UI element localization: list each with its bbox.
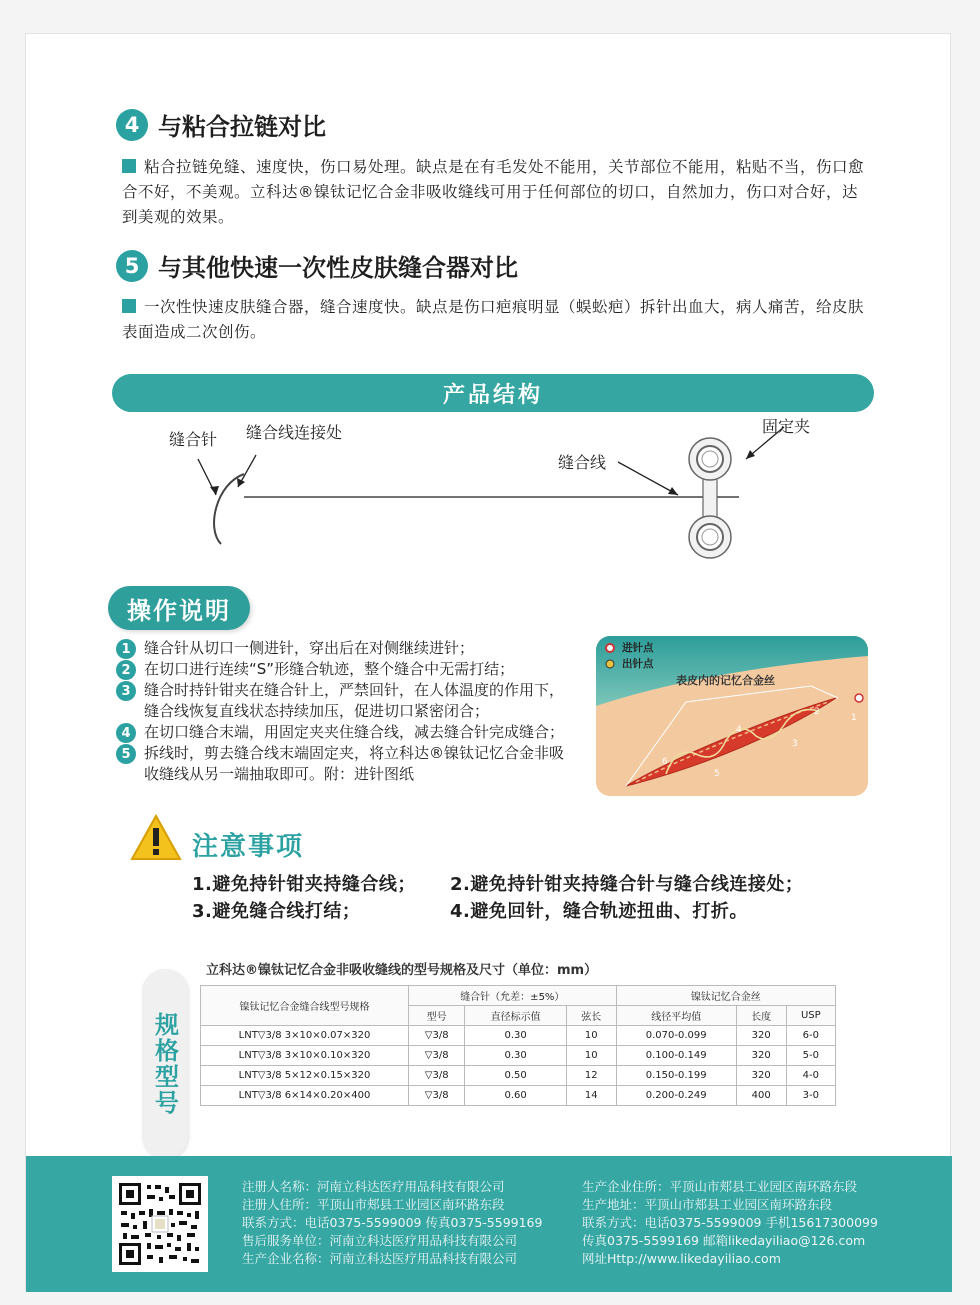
table-row: LNT▽3/8 3×10×0.10×320 ▽3/8 0.30 10 0.100-0.149 320 5-0 [201, 1046, 836, 1066]
footer-left-info: 注册人名称：河南立科达医疗用品科技有限公司 注册人住所：平顶山市郏县工业园区南环路东段 联系方式：电话0375-5599009 传真0375-5599169 售后服务单位：河南立科达医疗用品科技有限公司 生产企业名称：河南立科达医疗用品科技有限公司 [242, 1179, 543, 1266]
thread-arrow [618, 462, 678, 495]
spec-side-label: 规格型号 [150, 1012, 179, 1116]
table-row: LNT▽3/8 3×10×0.07×320 ▽3/8 0.30 10 0.070-0.099 320 6-0 [201, 1026, 836, 1046]
section-5-paragraph [122, 295, 870, 345]
section-4-text: 粘合拉链免缝、速度快，伤口易处理。缺点是在有毛发处不能用，关节部位不能用，粘贴不当，伤口愈合不好，不美观。立科达®镍钛记忆合金非吸收缝线可用于任何部位的切口，自然加力，伤口对合好，达到美观的效果。 [122, 158, 865, 226]
notice-item-1: 1.避免持针钳夹持缝合线； [192, 874, 416, 895]
section-5-title: 与其他快速一次性皮肤缝合器对比 [158, 254, 518, 282]
entry-point-legend-icon [606, 644, 614, 652]
col-header-needle: 缝合针（允差：±5%） [409, 986, 617, 1006]
website-link[interactable]: 网址Http://www.likedayiliao.com [582, 1251, 781, 1266]
clip-arrowhead [746, 450, 755, 459]
point-label-4: 4 [736, 725, 742, 735]
table-row: LNT▽3/8 6×14×0.20×400 ▽3/8 0.60 14 0.200-0.249 400 3-0 [201, 1086, 836, 1106]
product-structure-band: 产品结构 [112, 374, 874, 412]
section-4-header [116, 107, 326, 142]
footer-right-info: 生产企业住所：平顶山市郏县工业园区南环路东段 生产地址：平顶山市郏县工业园区南环路东段 联系方式：电话0375-5599009 手机15617300099 传真0375-5599169 邮箱likedayiliao@126.com 网址Http://www.likedayiliao.com [582, 1179, 878, 1266]
label-needle: 缝合针 [169, 430, 218, 449]
sub-header: 长度 [736, 1006, 786, 1026]
legend-entry-point: 进针点 [622, 642, 654, 654]
point-label-1: 1 [851, 713, 857, 723]
company-footer [26, 1156, 952, 1292]
operation-step: 2 在切口进行连续“S”形缝合轨迹，整个缝合中无需打结； [116, 659, 576, 680]
point-label-5: 5 [714, 769, 720, 779]
table-row: LNT▽3/8 5×12×0.15×320 ▽3/8 0.50 12 0.150-0.199 320 4-0 [201, 1066, 836, 1086]
operation-steps [116, 638, 576, 785]
col-header-model: 镍钛记忆合金缝合线型号规格 [201, 986, 409, 1026]
warning-icon [130, 814, 182, 862]
point-label-6: 6 [662, 757, 668, 767]
spec-table [200, 985, 836, 1106]
sub-header: 型号 [409, 1006, 465, 1026]
section-5-header [116, 248, 518, 283]
qr-code[interactable] [112, 1176, 208, 1272]
notice-item-2: 2.避免持针钳夹持缝合针与缝合线连接处； [450, 874, 804, 895]
section-5-text: 一次性快速皮肤缝合器，缝合速度快。缺点是伤口疤痕明显（蜈蚣疤）拆针出血大，病人痛苦，给皮肤表面造成二次创伤。 [122, 298, 865, 341]
section-4-paragraph [122, 155, 870, 230]
label-clip: 固定夹 [762, 417, 811, 436]
brochure-page [25, 33, 951, 1291]
notice-title: 注意事项 [192, 832, 305, 862]
section-5-number: 5 [116, 250, 148, 282]
sub-header: 直径标示值 [465, 1006, 566, 1026]
notice-item-4: 4.避免回针，缝合轨迹扭曲、打折。 [450, 901, 748, 922]
label-joint: 缝合线连接处 [246, 423, 343, 442]
diagram-caption: 表皮内的记忆合金丝 [676, 674, 775, 687]
square-bullet-icon [122, 159, 136, 173]
needle-arrowhead [210, 486, 219, 495]
fixing-clip-icon [689, 438, 731, 558]
operation-title: 操作说明 [108, 586, 250, 630]
point-label-2: 2 [814, 707, 820, 717]
operation-step: 1 缝合针从切口一侧进针，穿出后在对侧继续进针； [116, 638, 576, 659]
sub-header: USP [786, 1006, 835, 1026]
operation-step: 5 拆线时，剪去缝合线末端固定夹，将立科达®镍钛记忆合金非吸收缝线从另一端抽取即可。附：进针图纸 [116, 743, 576, 785]
col-header-wire: 镍钛记忆合金丝 [616, 986, 835, 1006]
suture-path-diagram [596, 636, 868, 796]
spec-table-title: 立科达®镍钛记忆合金非吸收缝线的型号规格及尺寸（单位：mm） [206, 963, 598, 978]
label-thread: 缝合线 [558, 453, 607, 472]
spec-side-tab [142, 969, 188, 1159]
operation-step: 3 缝合时持针钳夹在缝合针上，严禁回针，在人体温度的作用下，缝合线恢复直线状态持续加压，促进切口紧密闭合； [116, 680, 576, 722]
section-4-number: 4 [116, 109, 148, 141]
sub-header: 线径平均值 [616, 1006, 736, 1026]
exit-point-legend-icon [606, 660, 614, 668]
section-4-title: 与粘合拉链对比 [158, 113, 326, 141]
joint-arrowhead [237, 478, 245, 487]
notice-item-3: 3.避免缝合线打结； [192, 901, 361, 922]
sub-header: 弦长 [566, 1006, 616, 1026]
legend-exit-point: 出针点 [622, 658, 654, 670]
operation-step: 4 在切口缝合末端，用固定夹夹住缝合线，减去缝合针完成缝合； [116, 722, 576, 743]
qr-code-icon [117, 1181, 203, 1267]
clip-point [855, 694, 863, 702]
point-label-3: 3 [792, 739, 798, 749]
square-bullet-icon [122, 299, 136, 313]
